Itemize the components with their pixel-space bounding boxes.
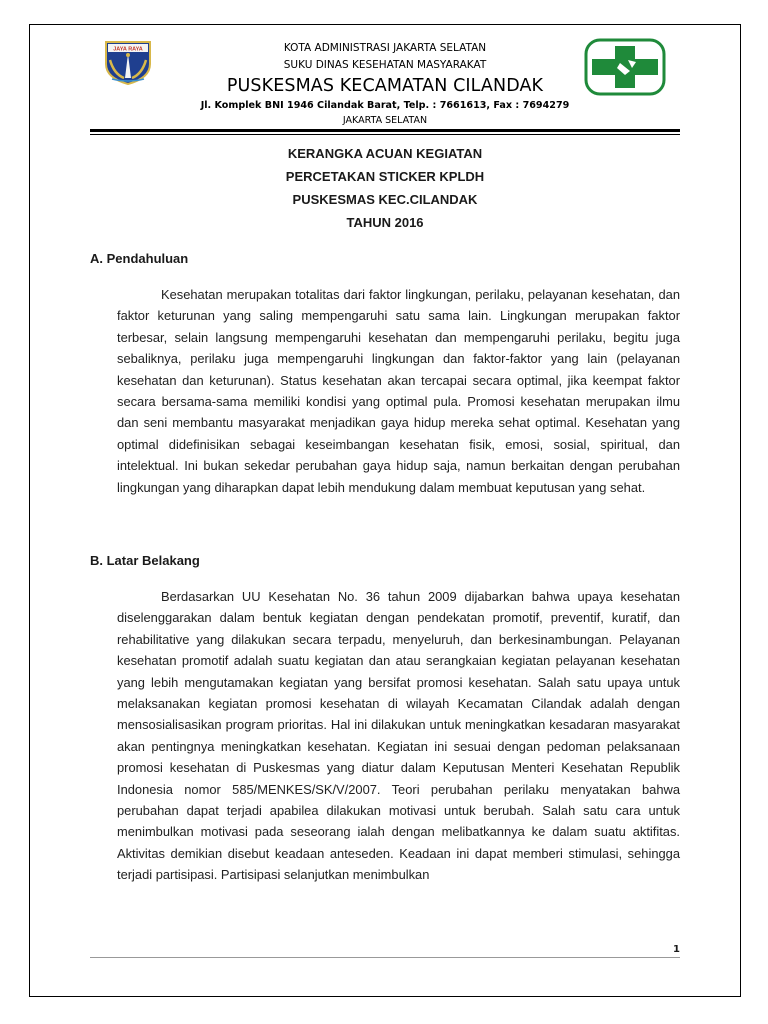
puskesmas-cross-logo xyxy=(584,38,666,96)
letterhead-line-region: JAKARTA SELATAN xyxy=(342,115,428,126)
letterhead-line-institution: PUSKESMAS KECAMATAN CILANDAK xyxy=(226,76,544,96)
title-line-3: PUSKESMAS KEC.CILANDAK xyxy=(292,192,478,207)
section-heading: A. Pendahuluan xyxy=(90,251,189,266)
letterhead-rule-thick xyxy=(90,129,680,132)
title-line-1: KERANGKA ACUAN KEGIATAN xyxy=(287,146,483,161)
jakarta-emblem-logo xyxy=(102,38,154,86)
document-title xyxy=(90,142,680,234)
letterhead-line-agency: SUKU DINAS KESEHATAN MASYARAKAT xyxy=(283,59,487,71)
emblem-text: JAYA RAYA xyxy=(113,46,143,53)
section-paragraph: Kesehatan merupakan totalitas dari faktor lingkungan, perilaku, pelayanan kesehatan, dan faktor keturunan yang saling mempengaruhi satu sama lain. Lingkungan merupakan faktor terbesar, selain langsung mempengaruhi kesehatan dan mempengaruhi perilaku, begitu juga sebaliknya, perilaku juga mempengaruhi lingkungan dan faktor-faktor yang lain (pelayanan kesehatan dan keturunan). Status kesehatan akan tercapai secara optimal, jika keempat faktor secara bersama-sama memiliki kondisi yang optimal pula. Promosi kesehatan merupakan ilmu dan seni membantu masyarakat menjadikan gaya hidup mereka sehat optimal. Kesehatan yang optimal didefinisikan sebagai keseimbangan kesehatan fisik, emosi, sosial, spiritual, dan intelektual. Ini bukan sekedar perubahan gaya hidup saja, namun berkaitan dengan perubahan lingkungan yang diharapkan dapat lebih mendukung dalam membuat keputusan yang sehat. xyxy=(117,287,680,495)
letterhead xyxy=(90,38,680,132)
letterhead-rule-thin xyxy=(90,134,680,135)
page-number: 1 xyxy=(673,944,680,955)
section-latar-belakang xyxy=(90,552,680,886)
section-heading: B. Latar Belakang xyxy=(90,553,200,568)
title-line-4: TAHUN 2016 xyxy=(346,215,424,230)
letterhead-line-address: Jl. Komplek BNI 1946 Cilandak Barat, Telp. : 7661613, Fax : 7694279 xyxy=(200,100,570,111)
footer-rule xyxy=(90,957,680,958)
section-pendahuluan xyxy=(90,250,680,498)
letterhead-text xyxy=(150,38,620,128)
letterhead-line-city: KOTA ADMINISTRASI JAKARTA SELATAN xyxy=(283,42,487,54)
title-line-2: PERCETAKAN STICKER KPLDH xyxy=(285,169,485,184)
section-paragraph: Berdasarkan UU Kesehatan No. 36 tahun 2009 dijabarkan bahwa upaya kesehatan diselenggarakan dalam bentuk kegiatan dengan pendekatan promotif, preventif, kuratif, dan rehabilitative yang dilakukan secara terpadu, menyeluruh, dan berkesinambungan. Pelayanan kesehatan promotif adalah suatu kegiatan dan atau serangkaian kegiatan pelayanan kesehatan yang lebih mengutamakan kegiatan yang bersifat promosi kesehatan. Salah satu upaya untuk melaksanakan kegiatan promosi kesehatan di wilayah Kecamatan Cilandak adalah dengan mensosialisasikan program prioritas. Hal ini dilakukan untuk meningkatkan kesadaran masyarakat akan pentingnya meningkatkan kesehatan. Kegiatan ini sesuai dengan pedoman pelaksanaan promosi kesehatan di Puskesmas yang diatur dalam Keputusan Menteri Kesehatan Republik Indonesia nomor 585/MENKES/SK/V/2007. Teori perubahan perilaku menyatakan bahwa perubahan dapat terjadi apabilea dilakukan motivasi untuk berubah. Salah satu cara untuk menimbulkan motivasi pada seseorang ialah dengan melibatkannya ke dalam suatu aktifitas. Aktivitas demikian disebut keadaan anteseden. Keadaan ini dapat memberi stimulasi, sehingga terjadi partisipasi. Partisipasi selanjutkan menimbulkan xyxy=(117,589,680,883)
